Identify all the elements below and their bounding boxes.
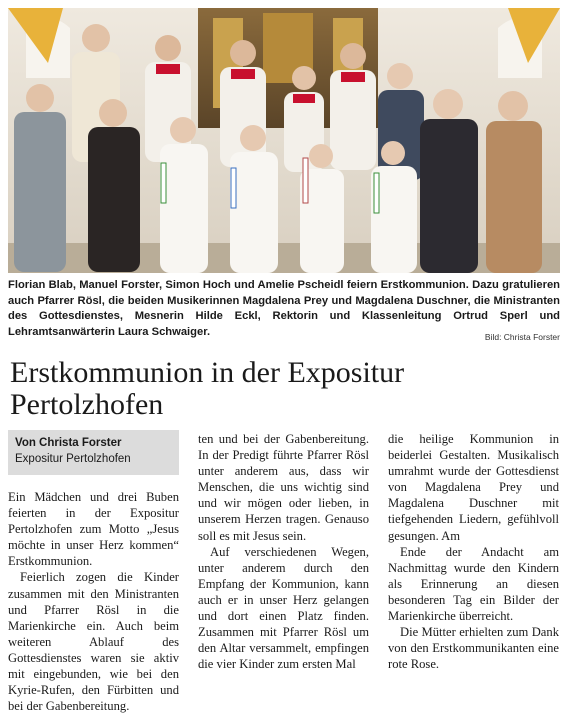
author-box	[8, 430, 179, 475]
paragraph: die heilige Kommunion in beiderlei Gestalten. Musikalisch umrahmt wurde der Gottesdienst von Magdalena Prey und Magdalena Duschner mit tiefgehenden Liedern, gefühlvoll gesungen. Am	[388, 432, 559, 543]
article-column-3	[388, 431, 559, 672]
paragraph: Feierlich zogen die Kinder zusammen mit den Ministranten und Pfarrer Rösl in die Marienkirche ein. Auch beim weiteren Ablauf des Gottesdienstes waren sie aktiv mit eingebunden, wie bei den Kyrie-Rufen, den Fürbitten und bei der Gabenbereitung.	[8, 570, 179, 714]
group-photo-illustration	[8, 8, 560, 273]
paragraph: ten und bei der Gabenbereitung. In der Predigt führte Pfarrer Rösl unter anderem aus, dass wir Menschen, die uns wichtig sind und wir mögen oder lieben, in unserem Herzen tragen. Genauso soll es mit Jesus sein.	[198, 432, 369, 543]
paragraph: Die Mütter erhielten zum Dank von den Erstkommunikanten eine rote Rose.	[388, 625, 559, 672]
paragraph: Ende der Andacht am Nachmittag wurde den Kindern als Erinnerung an diesen besonderen Tag ein Bilder der Marienkirche überreicht.	[388, 544, 559, 624]
article-headline: Erstkommunion in der Expositur Pertolzhofen	[10, 356, 405, 421]
article-column-2	[198, 431, 369, 672]
group-photo	[8, 8, 560, 273]
paragraph: Auf verschiedenen Wegen, unter anderem durch den Empfang der Kommunion, kann auch er in unser Herz gelangen und dort einen Platz finden. Zusammen mit Pfarrer Rösl um den Altar versammelt, empfingen die vier Kinder zum ersten Mal	[198, 544, 369, 672]
author-name: Von Christa Forster	[15, 437, 122, 449]
photo-caption	[8, 278, 560, 340]
photo-caption-text: Florian Blab, Manuel Forster, Simon Hoch und Amelie Pscheidl feiern Erstkommunion. Dazu gratulieren auch Pfarrer Rösl, die beiden Musikerinnen Magdalena Prey und Magdalena Duschner, die Ministranten des Gottesdienstes, Mesnerin Hilde Eckl, Rektorin und Klassenleitung Ortrud Sperl und Lehramtsanwärterin Laura Schwaiger.	[8, 279, 560, 338]
paragraph: Ein Mädchen und drei Buben feierten in der Expositur Pertolzhofen zum Motto „Jesus möchte in unser Herz kommen“ Erstkommunion.	[8, 490, 179, 569]
article-column-1	[8, 489, 179, 714]
author-location: Expositur Pertolzhofen	[15, 453, 131, 465]
photo-credit: Bild: Christa Forster	[484, 332, 560, 342]
